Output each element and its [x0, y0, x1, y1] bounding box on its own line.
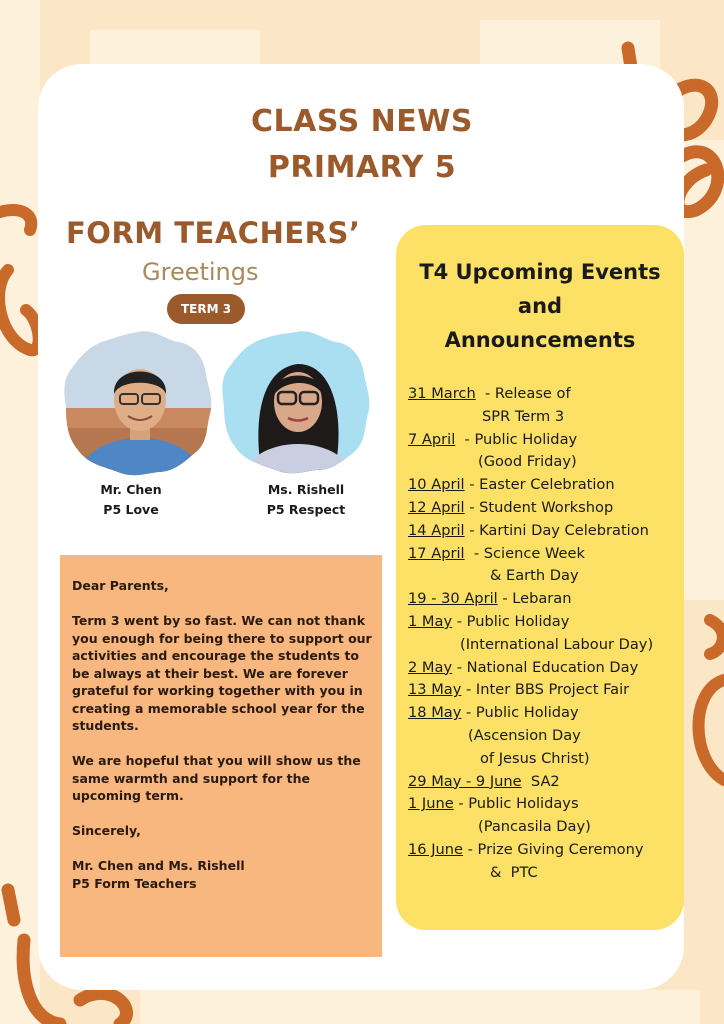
event-item — [408, 588, 684, 611]
event-date: 10 April — [408, 476, 465, 494]
event-date: 14 April — [408, 521, 465, 539]
event-text: SA2 — [521, 772, 560, 790]
events-heading-line: and — [517, 294, 563, 318]
letter-paragraph: We are hopeful that you will show us the same warmth and support for the upcoming term. — [72, 753, 361, 803]
newsletter-subtitle: PRIMARY 5 — [267, 150, 457, 185]
event-date: 7 April — [408, 430, 456, 448]
events-heading — [396, 255, 684, 357]
teacher-name: Ms. Rishell — [267, 482, 345, 497]
event-date: 13 May — [408, 681, 462, 699]
event-item — [408, 611, 684, 634]
event-date: 1 May — [408, 612, 453, 630]
event-text: - National Education Day — [452, 658, 639, 676]
event-date: 16 June — [408, 840, 463, 858]
event-item — [408, 543, 684, 566]
event-item — [408, 839, 684, 862]
background-block — [140, 990, 700, 1024]
event-date: 17 April — [408, 544, 465, 562]
event-text: - Student Workshop — [464, 498, 614, 516]
teacher-caption-rishell — [236, 480, 376, 520]
event-item — [408, 383, 684, 406]
event-item-continuation: & PTC — [490, 863, 538, 881]
event-date: 18 May — [408, 704, 462, 722]
event-item — [408, 520, 684, 543]
event-date: 19 - 30 April — [408, 590, 498, 608]
teacher-class: P5 Love — [103, 502, 159, 517]
event-text: - Public Holiday — [452, 612, 570, 630]
greetings-heading: Greetings — [142, 258, 259, 286]
event-item-continuation: (Good Friday) — [478, 453, 577, 471]
event-item — [408, 793, 684, 816]
teacher-photo-rishell — [222, 328, 372, 476]
event-item — [408, 429, 684, 452]
event-text: - Kartini Day Celebration — [464, 521, 649, 539]
event-text: - Public Holidays — [453, 795, 579, 813]
letter-signature-role: P5 Form Teachers — [72, 875, 197, 891]
event-text: - Public Holiday — [461, 704, 579, 722]
event-text: - Release of — [475, 385, 571, 402]
letter-salutation: Dear Parents, — [72, 578, 169, 593]
event-item-continuation: (International Labour Day) — [460, 635, 654, 653]
event-text: - Science Week — [464, 544, 585, 562]
event-item — [408, 474, 684, 497]
event-item — [408, 497, 684, 520]
term-badge: TERM 3 — [167, 294, 245, 324]
letter-paragraph: Term 3 went by so fast. We can not thank you enough for being there to support our activities and encourage the students to be always at their best. We are forever grateful for working together with you in creating a memorable school year for the students. — [72, 613, 372, 733]
event-date: 2 May — [408, 658, 453, 676]
event-item — [408, 679, 684, 702]
teacher-name: Mr. Chen — [100, 482, 162, 497]
event-item-continuation: (Pancasila Day) — [478, 818, 591, 836]
teacher-caption-chen — [61, 480, 201, 520]
event-text: - Lebaran — [497, 590, 572, 608]
events-heading-line: T4 Upcoming Events — [419, 260, 661, 284]
letter-signature-names: Mr. Chen and Ms. Rishell — [72, 858, 245, 873]
event-item-continuation: & Earth Day — [490, 567, 579, 585]
event-item-continuation: SPR Term 3 — [482, 407, 565, 425]
event-date: 29 May - 9 June — [408, 772, 522, 790]
newsletter-title: CLASS NEWS — [251, 104, 473, 139]
event-text: - Easter Celebration — [464, 476, 615, 494]
event-text: - Public Holiday — [455, 430, 578, 448]
event-date: 12 April — [408, 498, 465, 516]
events-panel — [396, 225, 684, 930]
event-item — [408, 771, 684, 794]
event-text: - Prize Giving Ceremony — [463, 840, 644, 858]
event-date: 31 March — [408, 385, 476, 402]
pretzel-decoration-left — [0, 200, 40, 370]
event-item — [408, 657, 684, 680]
event-date: 1 June — [408, 795, 454, 813]
letter-box — [60, 555, 382, 957]
events-list — [408, 383, 684, 885]
letter-closing: Sincerely, — [72, 823, 141, 838]
events-heading-line: Announcements — [444, 328, 636, 352]
event-item-continuation: (Ascension Day — [468, 726, 581, 744]
letter-text — [72, 577, 372, 892]
event-item — [408, 702, 684, 725]
teacher-photo-chen — [62, 328, 214, 478]
form-teachers-heading: FORM TEACHERS’ — [66, 216, 361, 250]
teacher-class: P5 Respect — [266, 502, 346, 517]
event-text: - Inter BBS Project Fair — [461, 681, 630, 699]
event-item-continuation: of Jesus Christ) — [480, 749, 590, 767]
